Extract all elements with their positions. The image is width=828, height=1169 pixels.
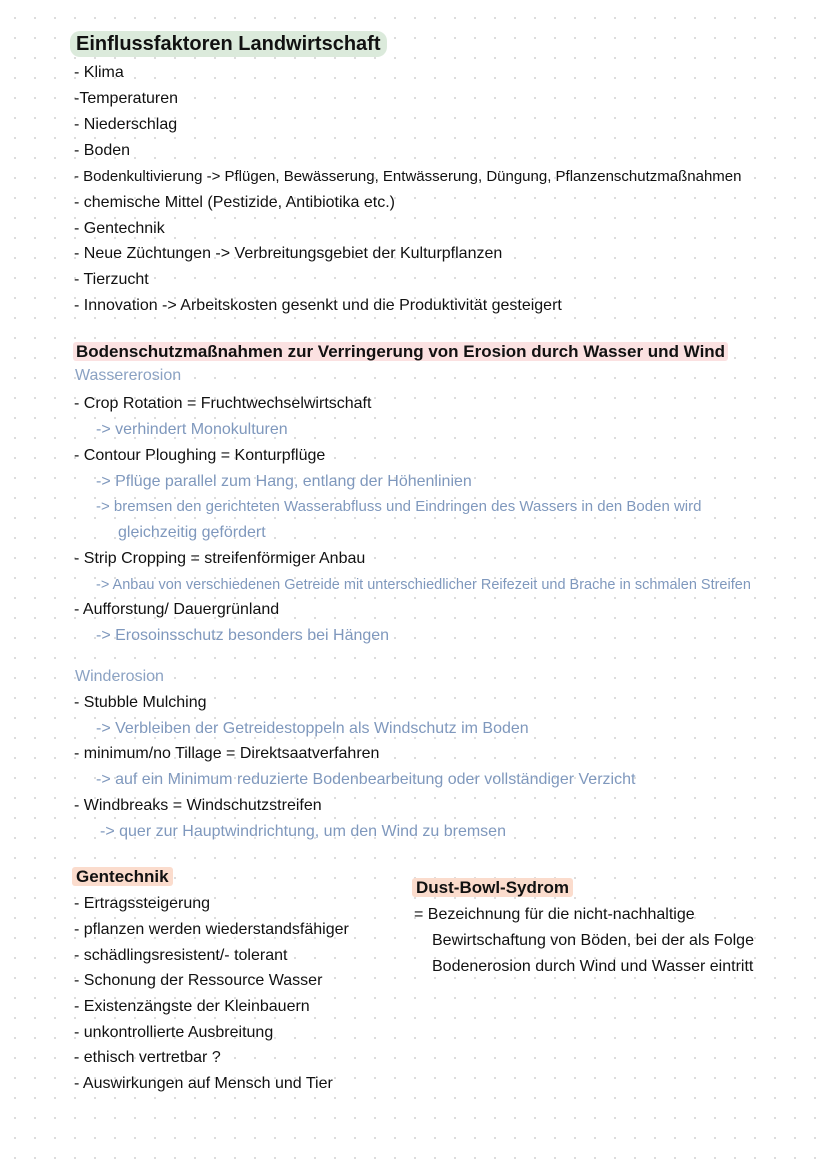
list-item: - Existenzängste der Kleinbauern	[74, 998, 310, 1015]
definition-line: Bewirtschaftung von Böden, bei der als Folge	[432, 932, 754, 949]
list-note: -> quer zur Hauptwindrichtung, um den Wind zu bremsen	[100, 823, 506, 840]
title-text: Einflussfaktoren Landwirtschaft	[70, 31, 387, 57]
list-item: - Aufforstung/ Dauergrünland	[74, 601, 280, 618]
list-item: - minimum/no Tillage = Direktsaatverfahren	[74, 745, 380, 762]
list-item: - Klima	[74, 64, 124, 81]
definition-line: Bodenerosion durch Wind und Wasser eintritt	[432, 958, 754, 975]
list-item: - chemische Mittel (Pestizide, Antibiotika etc.)	[74, 194, 396, 211]
section-title-gentechnik	[76, 866, 173, 888]
list-item: - ethisch vertretbar ?	[74, 1049, 221, 1066]
list-note: -> verhindert Monokulturen	[96, 421, 288, 438]
subheading-winderosion: Winderosion	[75, 668, 164, 685]
list-item: - Boden	[74, 142, 131, 159]
list-item: - Crop Rotation = Fruchtwechselwirtschaft	[74, 395, 372, 412]
title-text: Bodenschutzmaßnahmen zur Verringerung von Erosion durch Wasser und Wind	[73, 342, 728, 361]
list-note: -> Verbleiben der Getreidestoppeln als Windschutz im Boden	[96, 720, 529, 737]
definition-line: = Bezeichnung für die nicht-nachhaltige	[414, 906, 695, 923]
list-item: - Schonung der Ressource Wasser	[74, 972, 323, 989]
list-note: -> Anbau von verschiedenen Getreide mit unterschiedlicher Reifezeit und Brache in schmalen Streifen	[96, 577, 751, 593]
list-item: - Tierzucht	[74, 271, 149, 288]
list-item: - Stubble Mulching	[74, 694, 207, 711]
list-item: - Gentechnik	[74, 220, 165, 237]
title-text: Gentechnik	[72, 867, 173, 886]
list-item: - Innovation -> Arbeitskosten gesenkt und die Produktivität gesteigert	[74, 297, 562, 314]
title-text: Dust-Bowl-Sydrom	[412, 878, 573, 897]
section-title-einflussfaktoren	[76, 33, 387, 55]
list-item: - Bodenkultivierung -> Pflügen, Bewässerung, Entwässerung, Düngung, Pflanzenschutzmaßnahmen	[74, 168, 742, 185]
list-note: -> Erosoinsschutz besonders bei Hängen	[96, 627, 390, 644]
list-note: gleichzeitig gefördert	[118, 524, 266, 541]
list-item: - Contour Ploughing = Konturpflüge	[74, 447, 326, 464]
list-item: - Niederschlag	[74, 116, 178, 133]
list-item: - unkontrollierte Ausbreitung	[74, 1024, 274, 1041]
list-item: -Temperaturen	[74, 90, 179, 107]
list-note: -> Pflüge parallel zum Hang, entlang der Höhenlinien	[96, 473, 472, 490]
list-note: -> bremsen den gerichteten Wasserabfluss und Eindringen des Wassers in den Boden wird	[96, 498, 702, 515]
list-item: - Ertragssteigerung	[74, 895, 211, 912]
section-title-dust-bowl	[416, 877, 573, 899]
subheading-wassererosion: Wassererosion	[75, 367, 182, 384]
list-item: - schädlingsresistent/- tolerant	[74, 947, 288, 964]
list-item: - Windbreaks = Windschutzstreifen	[74, 797, 322, 814]
list-note: -> auf ein Minimum reduzierte Bodenbearbeitung oder vollständiger Verzicht	[96, 771, 636, 788]
list-item: - Strip Cropping = streifenförmiger Anbau	[74, 550, 366, 567]
list-item: - Auswirkungen auf Mensch und Tier	[74, 1075, 333, 1092]
list-item: - Neue Züchtungen -> Verbreitungsgebiet der Kulturpflanzen	[74, 245, 503, 262]
section-title-bodenschutz	[76, 341, 728, 363]
list-item: - pflanzen werden wiederstandsfähiger	[74, 921, 349, 938]
